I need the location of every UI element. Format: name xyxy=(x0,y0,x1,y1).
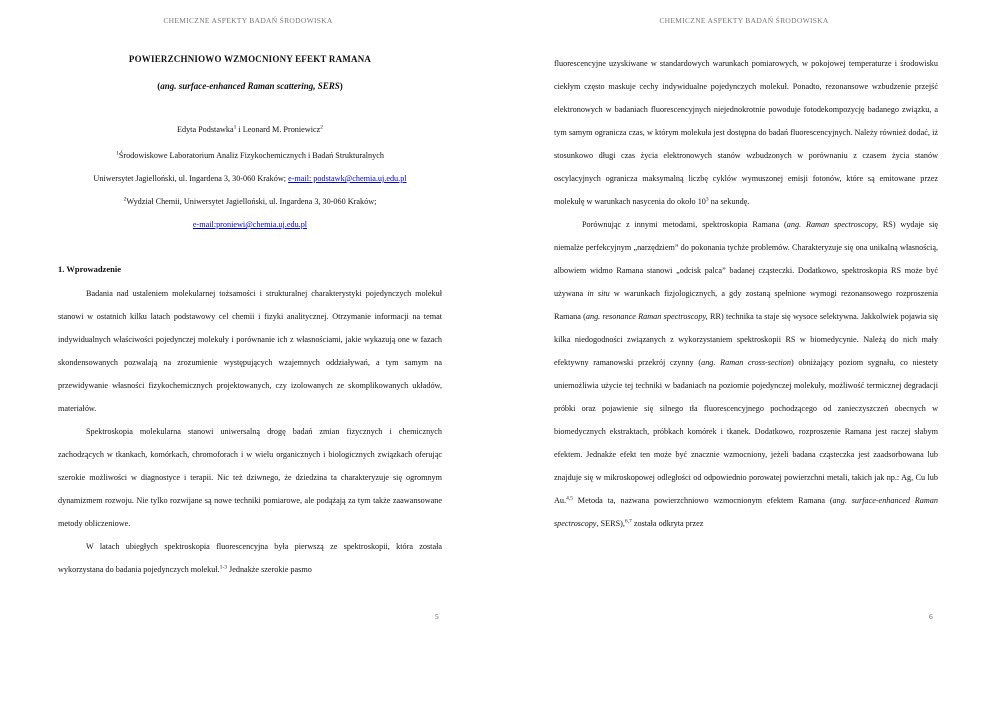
raman-text-a: Porównując z innymi metodami, spektroskopia Ramana ( xyxy=(582,220,787,229)
raman-text-c: w warunkach fizjologicznych, a gdy zostaną spełnione wymogi rezonansowego rozproszenia Ramana ( xyxy=(554,289,938,321)
section-heading: 1. Wprowadzenie xyxy=(58,264,121,274)
raman-text-d: RR) technika ta staje się wysoce selektywna. Jakkolwiek pojawia się kilka niedogodności związanych z wykorzystaniem spektroskopii RS w biomedycynie. Należą do nich mały efektywny ramanowski przekrój czynny ( xyxy=(554,312,938,367)
affil-1-sup: 1 xyxy=(116,150,119,157)
raman-italic-1: ang. Raman spectroscopy, xyxy=(786,220,879,229)
email-link-proniewicz[interactable]: e-mail:proniewi@chemia.uj.edu.pl xyxy=(192,220,308,229)
citation-4-5: 4,5 xyxy=(566,495,573,502)
para-continued-text-a: fluorescencyjne uzyskiwane w standardowych warunkach pomiarowych, w pokojowej temperaturze i środowisku ciekłym często maskuje cechy indywidualne pojedynczych molekuł. Ponadto, rezonansowe wzbudzenie przejść elektronowych w badaniach fluorescencyjnych niejednokrotnie powoduje fotodekompozycję badanego związku, a tym samym ogranicza czas, w którym molekuła jest dostępna do badań fluorescencyjnych. Należy również dodać, iż stosunkowo długi czas życia elektronowych stanów wzbudzonych w porównaniu z czasem życia stanów oscylacyjnych ogranicza maksymalną liczbę cyklów wymuszonej emisji fotonów, które są emitowane przez molekułę w warunkach nasycenia do około 10 xyxy=(554,59,938,206)
paragraph-2: Spektroskopia molekularna stanowi uniwersalną drogę badań zmian fizycznych i chemicznych zachodzących w tkankach, komórkach, chromoforach i w wielu organicznych i biologicznych związkach oferując szerokie możliwości w diagnostyce i terapii. Nic też dziwnego, że dziedzina ta charakteryzuje się ogromnym dynamizmem rozwoju. Nie tylko rozwijane są nowe techniki pomiarowe, ale podążają za tym także zaawansowane metody obliczeniowe. xyxy=(58,427,442,528)
paragraph-3-text-b: Jednakże szerokie pasmo xyxy=(227,565,312,574)
raman-text-h: została odkryta przez xyxy=(631,519,704,528)
raman-text-b: RS) wydaje się niemalże perfekcyjnym „narzędziem” do pokonania tychże problemów. Charakteryzuje się ona unikalną własnością, albowiem widmo Ramana stanowi „odcisk palca” badanej cząsteczki. Dodatkowo, spektroskopia RS może być używana xyxy=(554,220,939,298)
raman-italic-3: ang. resonance Raman spectroscopy, xyxy=(585,312,708,321)
left-body xyxy=(58,282,442,581)
authors xyxy=(58,125,442,134)
para-continued-text-b: na sekundę. xyxy=(708,197,750,206)
raman-text-e: ) obniżający poziom sygnału, co niestety uniemożliwia użycie tej techniki w badaniach na poziomie pojedynczej molekuły, możliwość termicznej degradacji próbki oraz pojawienie się silnego tła fluorescencyjnego pochodzącego od zanieczyszczeń obecnych w biomedycznych ekstraktach, próbkach komórek i tkanek. Dodatkowo, rozproszenie Ramana jest raczej słabym efektem. Jednakże efekt ten może być znacznie wzmocniony, jeżeli badana cząsteczka jest zaadsorbowana lub znajduje się w mikroskopowej odległości od odpowiednio porowatej powierzchni metali, takich jak np.: Ag, Cu lub Au. xyxy=(554,358,938,505)
paragraph-raman xyxy=(554,213,938,535)
affiliation-2-line-2 xyxy=(58,220,442,229)
subtitle-open-paren: ( xyxy=(157,81,161,91)
author-1-sup: 1 xyxy=(233,124,237,131)
affil-2-sup: 2 xyxy=(123,196,127,203)
subtitle-close-paren: ) xyxy=(339,81,343,91)
affil-2-line1: Wydział Chemii, Uniwersytet Jagielloński, ul. Ingardena 3, 30-060 Kraków; xyxy=(126,197,377,206)
page-number-left: 5 xyxy=(435,612,439,621)
raman-text-f: Metoda ta, nazwana powierzchniowo wzmocnionym efektem Ramana ( xyxy=(572,496,833,505)
paragraph-3 xyxy=(58,535,442,581)
paragraph-3-text-a: W latach ubiegłych spektroskopia fluorescencyjna była pierwszą ze spektroskopii, która została wykorzystana do badania pojedynczych molekuł. xyxy=(58,542,442,574)
author-2-sup: 2 xyxy=(320,124,324,131)
authors-join: i Leonard M. Proniewicz xyxy=(236,125,321,134)
citation-6-7: 6,7 xyxy=(624,518,632,525)
paragraph-continued xyxy=(554,52,938,213)
page-number-right: 6 xyxy=(929,612,933,621)
right-page xyxy=(496,0,992,701)
right-body xyxy=(554,52,938,535)
affil-1-line1: Środowiskowe Laboratorium Analiz Fizykochemicznych i Badań Strukturalnych xyxy=(118,151,384,160)
email-link-podstawka[interactable]: e-mail: podstawk@chemia.uj.edu.pl xyxy=(288,174,407,183)
affiliation-2-line-1 xyxy=(58,197,442,206)
citation-1-3: 1-3 xyxy=(219,564,227,571)
running-head-left: CHEMICZNE ASPEKTY BADAŃ ŚRODOWISKA xyxy=(163,16,333,25)
paragraph-1: Badania nad ustaleniem molekularnej tożsamości i strukturalnej charakterystyki pojedynczych molekuł stanowi w ostatnich kilku latach podstawowy cel chemii i fizyki analitycznej. Otrzymanie informacji na temat indywidualnych właściwości pojedynczej molekuły i porównanie ich z własnościami, jakie wykazują one w fazach skondensowanych pozwalają na zrozumienie występujących wzajemnych oddziaływań, a tym samym na przewidywanie własności fizykochemicznych projektowanych, czy izolowanych ze skomplikowanych układów, materiałów. xyxy=(58,289,442,413)
affil-1-line2: Uniwersytet Jagielloński, ul. Ingardena 3, 30-060 Kraków; xyxy=(93,174,289,183)
article-subtitle xyxy=(58,81,442,91)
running-head-right: CHEMICZNE ASPEKTY BADAŃ ŚRODOWISKA xyxy=(659,16,829,25)
exponent-3: 3 xyxy=(705,196,709,203)
subtitle-english-term: ang. surface-enhanced Raman scattering, SERS xyxy=(160,81,340,91)
raman-text-g: , SERS), xyxy=(596,519,625,528)
raman-italic-5: ang. surface-enhanced Raman spectroscopy xyxy=(554,496,938,528)
raman-italic-2: in situ xyxy=(587,289,610,298)
raman-italic-4: ang. Raman cross-section xyxy=(701,358,791,367)
article-title: POWIERZCHNIOWO WZMOCNIONY EFEKT RAMANA xyxy=(128,54,372,64)
affiliation-1-line-1 xyxy=(58,151,442,160)
author-1: Edyta Podstawka xyxy=(176,125,234,134)
affiliation-1-line-2 xyxy=(58,174,442,183)
